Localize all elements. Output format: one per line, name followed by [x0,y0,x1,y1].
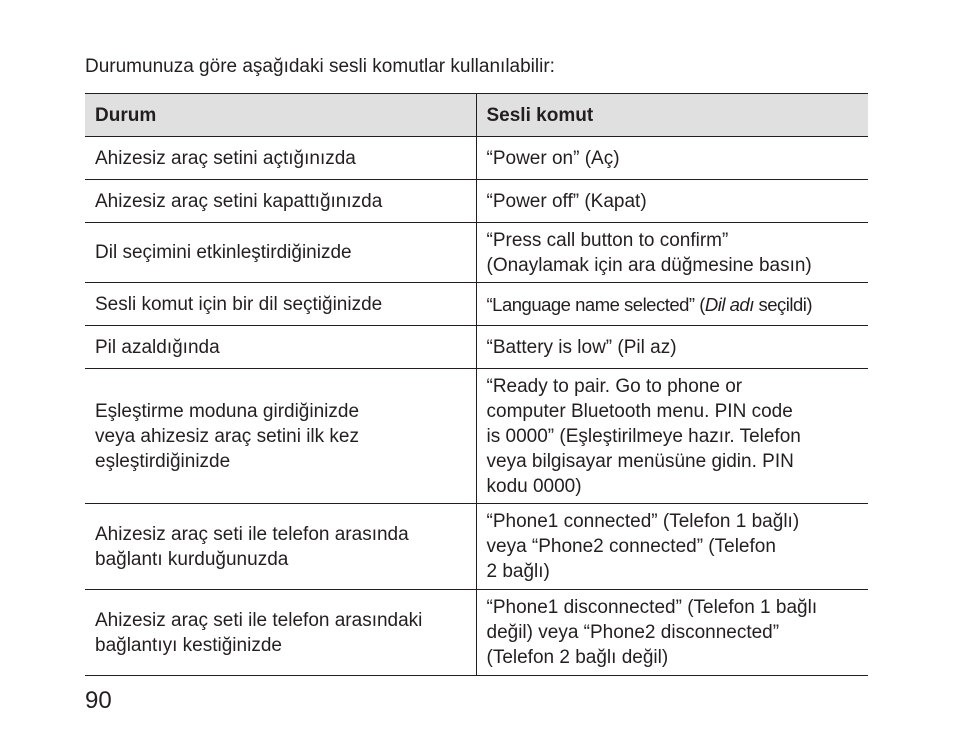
cell-durum: Sesli komut için bir dil seçtiğinizde [85,283,476,326]
cell-komut: “Ready to pair. Go to phone or computer Bluetooth menu. PIN code is 0000” (Eşleştirilmeye hazır. Telefon veya bilgisayar menüsüne gidin. PIN kodu 0000) [476,369,868,504]
table-row [85,590,868,676]
komut-text: seçildi) [753,293,813,315]
cell-komut: “Phone1 connected” (Telefon 1 bağlı) veya “Phone2 connected” (Telefon 2 bağlı) [476,504,868,590]
table-row [85,223,868,283]
cell-durum: Ahizesiz araç seti ile telefon arasında bağlantı kurduğunuzda [85,504,476,590]
cell-komut: “Phone1 disconnected” (Telefon 1 bağlı değil) veya “Phone2 disconnected” (Telefon 2 bağlı değil) [476,590,868,676]
cell-durum: Dil seçimini etkinleştirdiğinizde [85,223,476,283]
table-row [85,369,868,504]
cell-komut: “Power on” (Aç) [476,137,868,180]
cell-komut [476,283,868,326]
table-row [85,180,868,223]
header-durum: Durum [85,94,476,137]
table-row [85,326,868,369]
table-row [85,283,868,326]
page-number: 90 [85,687,112,714]
cell-komut: “Power off” (Kapat) [476,180,868,223]
cell-komut: “Battery is low” (Pil az) [476,326,868,369]
komut-italic-text: Dil adı [704,293,754,315]
table-row [85,137,868,180]
table-row [85,504,868,590]
cell-durum: Pil azaldığında [85,326,476,369]
cell-durum: Ahizesiz araç setini kapattığınızda [85,180,476,223]
intro-text: Durumunuza göre aşağıdaki sesli komutlar kullanılabilir: [85,56,555,77]
cell-durum: Eşleştirme moduna girdiğinizde veya ahizesiz araç setini ilk kez eşleştirdiğinizde [85,369,476,504]
cell-durum: Ahizesiz araç setini açtığınızda [85,137,476,180]
cell-komut: “Press call button to confirm” (Onaylamak için ara düğmesine basın) [476,223,868,283]
voice-command-table [85,93,868,676]
cell-durum: Ahizesiz araç seti ile telefon arasındaki bağlantıyı kestiğinizde [85,590,476,676]
komut-text: “Language name selected” ( [486,293,705,315]
header-sesli-komut: Sesli komut [476,94,868,137]
table-header-row [85,94,868,137]
